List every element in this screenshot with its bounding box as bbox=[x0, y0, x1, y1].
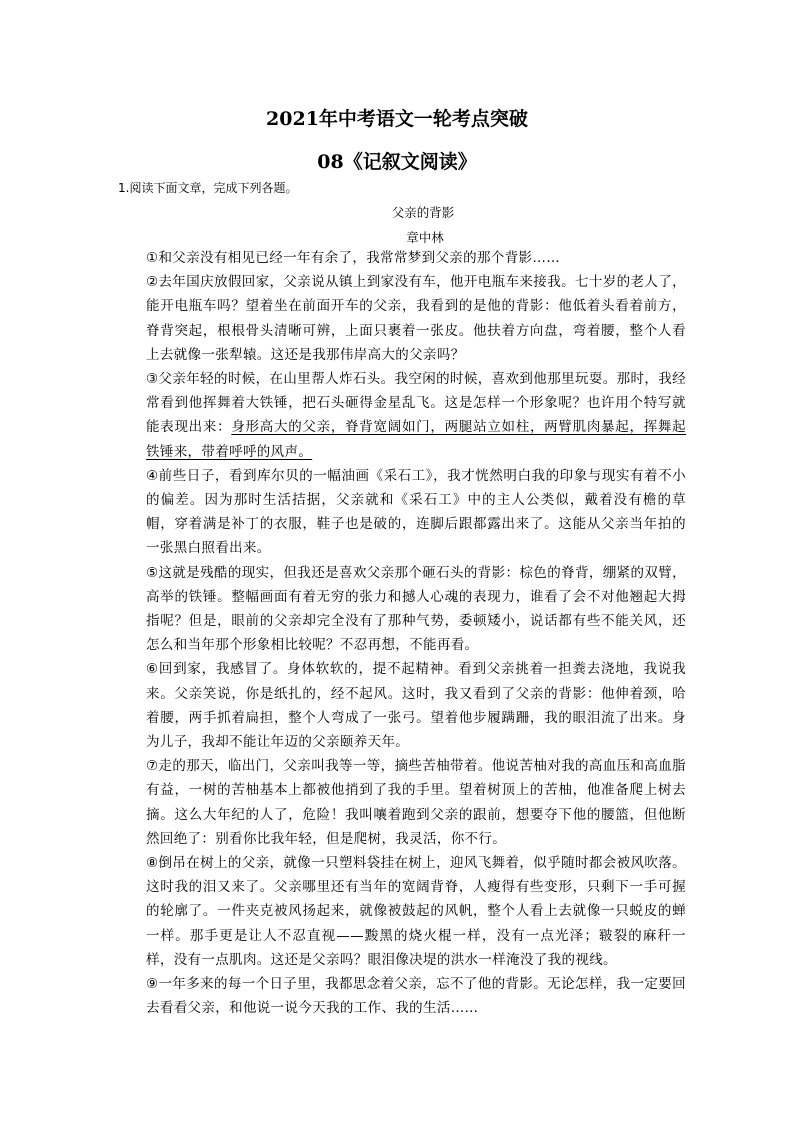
document-title: 2021年中考语文一轮考点突破 bbox=[266, 108, 528, 130]
paragraph-5: ⑤这就是残酷的现实，但我还是喜欢父亲那个砸石头的背影：棕色的脊背，绷紧的双臂，高举的铁锤。整幅画面有着无穷的张力和撼人心魂的表现力，谁看了会不对他翘起大拇指呢？但是，眼前的父亲却完全没有了那种气势，委顿矮小，说话都有些不能关风，还怎么和当年那个形象相比较呢？不忍再想，不能再看。 bbox=[146, 564, 686, 654]
paragraph-1: ①和父亲没有相见已经一年有余了，我常常梦到父亲的那个背影…… bbox=[146, 250, 561, 266]
underlined-sentence: 身形高大的父亲，脊背宽阔如门，两腿站立如柱，两臂肌肉暴起，挥舞起铁锤来，带着呼呼的风声。 bbox=[146, 419, 686, 460]
paragraph-7: ⑦走的那天，临出门，父亲叫我等一等，摘些苦柚带着。他说苦柚对我的高血压和高血脂有益，一树的苦柚基本上都被他捎到了我的手里。望着树顶上的苦柚，他准备爬上树去摘。这么大年纪的人了，危险！我叫嚷着跑到父亲的跟前，想要夺下他的腰篮，但他断然回绝了：别看你比我年轻，但是爬树，我灵活，你不行。 bbox=[146, 758, 686, 847]
article-author: 章中林 bbox=[406, 230, 444, 245]
paragraph-8: ⑧倒吊在树上的父亲，就像一只塑料袋挂在树上，迎风飞舞着，似乎随时都会被风吹落。这时我的泪又来了。父亲哪里还有当年的宽阔背脊，人瘦得有些变形，只剩下一手可握的轮廓了。一件夹克被风扬起来，就像被鼓起的风帆，整个人看上去就像一只蜕皮的蝉一样。那手更是让人不忍直视——黢黑的烧火棍一样，没有一点光泽；皲裂的麻秆一样，没有一点肌肉。这还是父亲吗？眼泪像决堤的洪水一样淹没了我的视线。 bbox=[146, 855, 686, 968]
question-prompt: 1.阅读下面文章，完成下列各题。 bbox=[118, 181, 298, 195]
paragraph-4: ④前些日子，看到库尔贝的一幅油画《采石工》，我才恍然明白我的印象与现实有着不小的偏差。因为那时生活拮据，父亲就和《采石工》中的主人公类似，戴着没有檐的草帽，穿着满是补丁的衣服，鞋子也是破的，连脚后跟都露出来了。这能从父亲当年拍的一张黑白照看出来。 bbox=[146, 467, 686, 557]
paragraph-9: ⑨一年多来的每一个日子里，我都思念着父亲，忘不了他的背影。无论怎样，我一定要回去看看父亲，和他说一说今天我的工作、我的生活…… bbox=[146, 976, 686, 1017]
paragraph-2: ②去年国庆放假回家，父亲说从镇上到家没有车，他开电瓶车来接我。七十岁的老人了，能开电瓶车吗？望着坐在前面开车的父亲，我看到的是他的背影：他低着头看着前方，脊背突起，根根骨头清晰可辨，上面只裹着一张皮。他扶着方向盘，弯着腰，整个人看上去就像一张犁辕。这还是我那伟岸高大的父亲吗？ bbox=[146, 274, 686, 363]
article-body bbox=[146, 246, 686, 1021]
article-title: 父亲的背影 bbox=[391, 205, 455, 220]
paragraph-3: ③父亲年轻的时候，在山里帮人炸石头。我空闲的时候，喜欢到他那里玩耍。那时，我经常看到他挥舞着大铁锤，把石头砸得金星乱飞。这是怎样一个形象呢？也许用个特写就能表现出来：身形高大的父亲，脊背宽阔如门，两腿站立如柱，两臂肌肉暴起，挥舞起铁锤来，带着呼呼的风声。 bbox=[146, 371, 686, 460]
document-subtitle: 08《记叙文阅读》 bbox=[317, 151, 477, 173]
paragraph-6: ⑥回到家，我感冒了。身体软软的，提不起精神。看到父亲挑着一担粪去浇地，我说我来。父亲笑说，你是纸扎的，经不起风。这时，我又看到了父亲的背影：他伸着颈，哈着腰，两手抓着扁担，整个人弯成了一张弓。望着他步履蹒跚，我的眼泪流了出来。身为儿子，我却不能让年迈的父亲颐养天年。 bbox=[146, 661, 686, 751]
